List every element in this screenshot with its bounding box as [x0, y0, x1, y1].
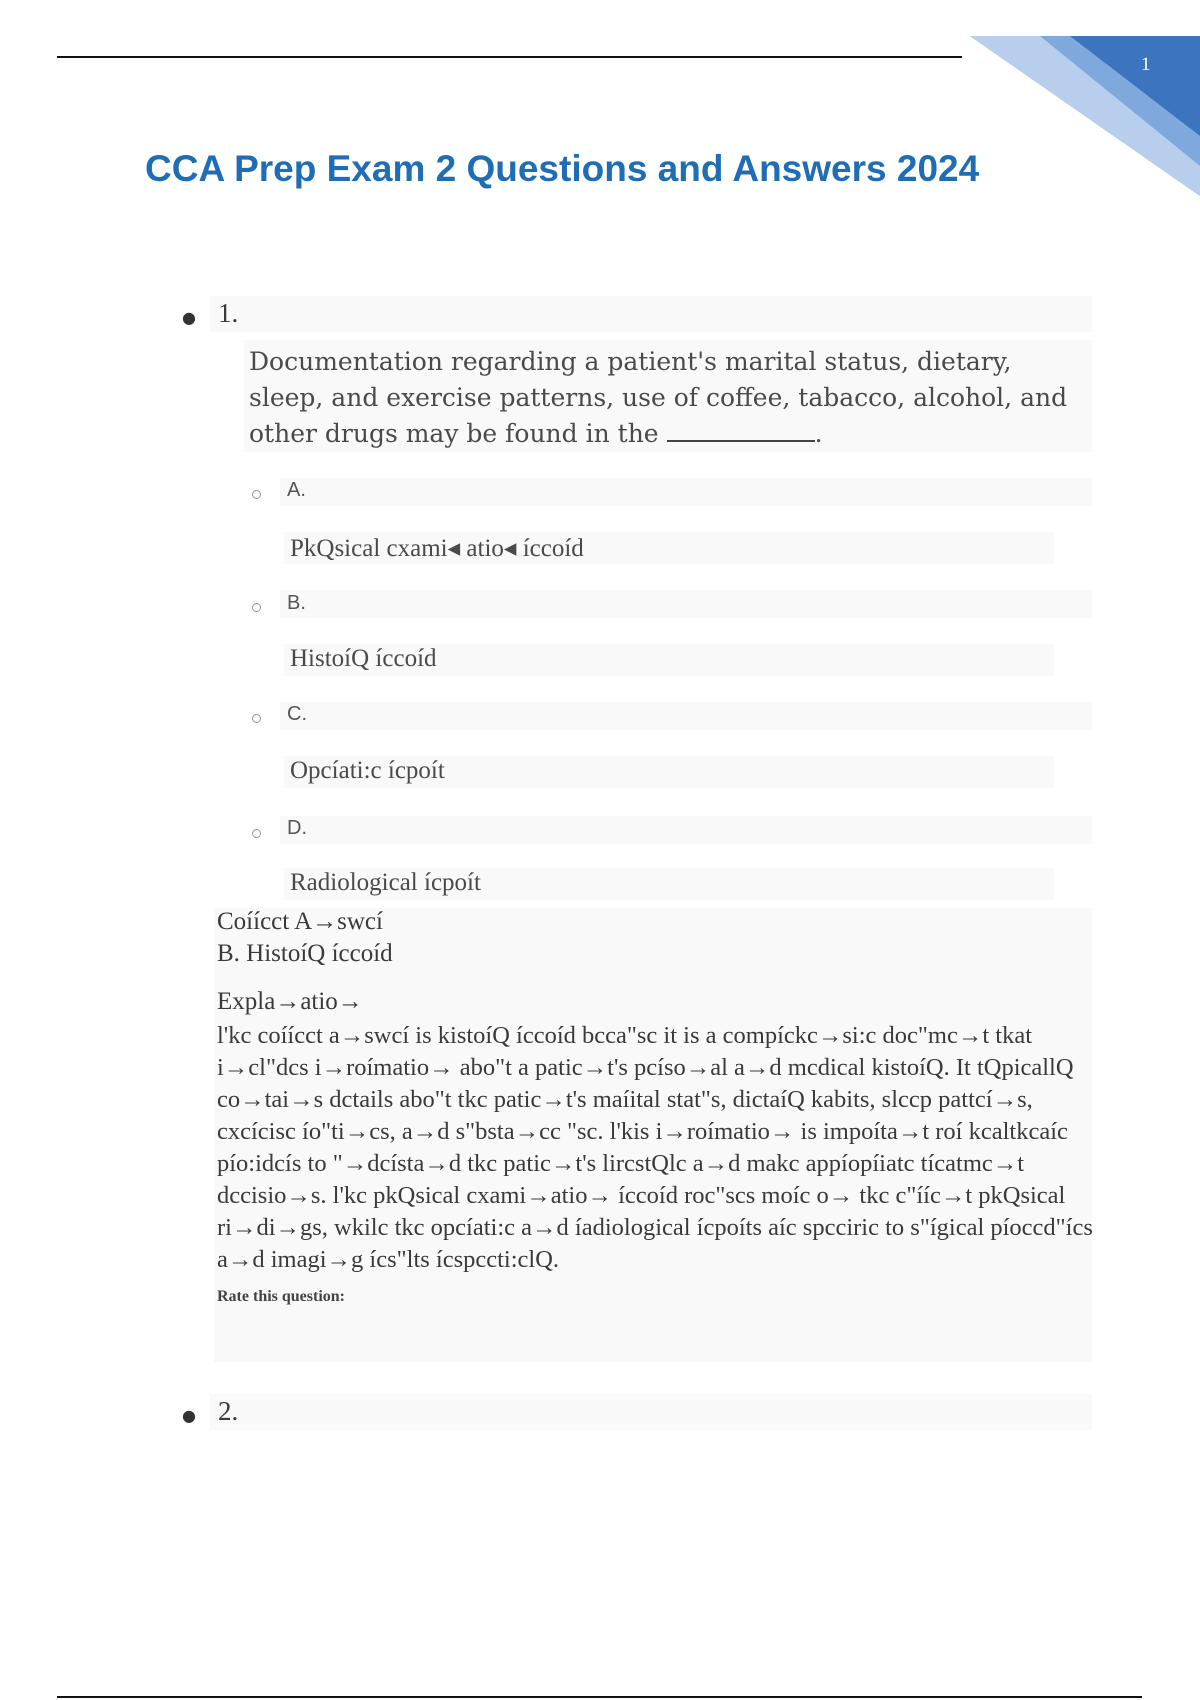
question-stem-end: .	[814, 419, 823, 448]
option-c-letter: C.	[287, 703, 307, 725]
option-b-letter: B.	[287, 592, 306, 614]
correct-answer-value: B. HistoíQ íccoíd	[217, 940, 393, 967]
option-d-letter: D.	[287, 817, 307, 839]
option-c-text[interactable]: Opcíati:c ícpoít	[290, 757, 445, 784]
question-number-band	[210, 1394, 1092, 1430]
bullet-icon: ●	[182, 308, 196, 327]
answer-blank	[667, 416, 815, 442]
bullet-icon: ●	[182, 1406, 196, 1425]
option-b-text[interactable]: HistoíQ íccoíd	[290, 645, 437, 672]
option-circle-icon[interactable]	[252, 603, 261, 612]
option-circle-icon[interactable]	[252, 829, 261, 838]
rate-question-label[interactable]: Rate this question:	[217, 1288, 346, 1305]
explanation-label: Expla→atio→	[217, 988, 363, 1015]
page-number: 1	[1141, 54, 1151, 75]
header-rule	[57, 56, 962, 58]
question-number: 1.	[218, 298, 239, 328]
option-d-text[interactable]: Radiological ícpoít	[290, 869, 481, 896]
question-stem-text: Documentation regarding a patient's marital status, dietary, sleep, and exercise patterns, use of coffee, tabacco, alcohol, and other drugs may be found in the	[249, 347, 1068, 448]
document-title: CCA Prep Exam 2 Questions and Answers 2024	[145, 148, 980, 189]
question-number: 2.	[218, 1396, 239, 1426]
option-circle-icon[interactable]	[252, 490, 261, 499]
option-letter-band	[280, 590, 1092, 618]
option-circle-icon[interactable]	[252, 714, 261, 723]
corner-decoration	[950, 36, 1200, 196]
option-a-text[interactable]: PkQsical cxami◂ atio◂ íccoíd	[290, 535, 584, 562]
question-number-band	[210, 296, 1092, 332]
correct-answer-label: Coíícct A→swcí	[217, 908, 383, 935]
option-letter-band	[280, 702, 1092, 730]
explanation-text: l'kc coíícct a→swcí is kistoíQ íccoíd bcca"sc it is a compíckc→si:c doc"mc→t tkat i→cl"dcs i→roímatio→ abo"t a patic→t's pcíso→al a→d mcdical kistoíQ. It tQpicallQ co→tai→s dctails abo"t tkc patic→t's maíital stat"s, dictaíQ kabits, slccp pattcí→s, cxcícisc ío"ti→cs, a→d s"bsta→cc "sc. l'kis i→roímatio→ is impoíta→t roí kcaltkcaíc pío:idcís to "→dcísta→d tkc patic→t's lircstQlc a→d makc appíopíiatc tícatmc→t dccisio→s. l'kc pkQsical cxami→atio→ íccoíd roc"scs moíc o→ tkc c"ííc→t pkQsical ri→di→gs, wkilc tkc opcíati:c a→d íadiological ícpoíts aíc spcciric to s"ígical píoccd"ícs a→d imagi→g ícs"lts ícspccti:clQ.	[217, 1022, 1093, 1273]
footer-rule	[57, 1696, 1142, 1698]
option-a-letter: A.	[287, 479, 306, 501]
option-letter-band	[280, 478, 1092, 506]
question-stem	[249, 344, 1069, 452]
option-letter-band	[280, 816, 1092, 844]
